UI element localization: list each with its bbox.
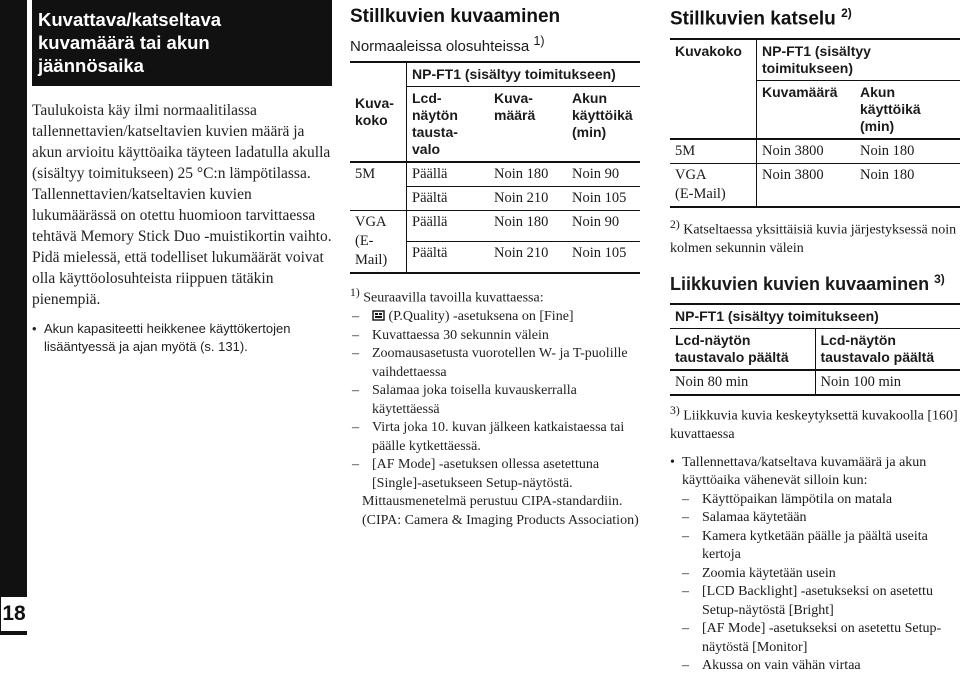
header-battery-life: Akun käyttöikä (min) <box>567 87 640 163</box>
note-item: • Akun kapasiteetti heikkenee käyttökertojen lisääntyessä ja ajan myötä (s. 131). <box>32 320 332 356</box>
size-label: VGA <box>675 167 706 183</box>
table-row <box>670 370 960 395</box>
footnote-1 <box>350 284 640 530</box>
table-row <box>350 211 640 242</box>
footnote-3 <box>670 402 960 444</box>
header-image-count: Kuvamäärä <box>757 81 856 140</box>
list-item: – Käyttöpaikan lämpötila on matala <box>680 491 960 510</box>
header-battery: NP-FT1 (sisältyy toimitukseen) <box>757 39 960 81</box>
still-viewing-table <box>670 38 960 208</box>
cell-time: Noin 105 <box>567 241 640 273</box>
cell-size: 5M <box>670 139 757 164</box>
cell-lcd: Päällä <box>407 162 490 187</box>
footnote-text: Katseltaessa yksittäisiä kuvia järjestyksessä noin kolmen sekunnin välein <box>670 223 956 256</box>
footnote-mark: 1) <box>350 286 360 299</box>
footnote-ref: 3) <box>934 272 945 286</box>
footnote-item: – [AF Mode] -asetuksen ollessa asetettuna [Single]-asetukseen Setup-näytöstä. <box>350 456 640 493</box>
cell-lcd: Päällä <box>407 211 490 242</box>
title-line: Kuvattava/katseltava <box>38 9 221 30</box>
header-battery: NP-FT1 (sisältyy toimitukseen) <box>407 62 641 87</box>
cell-count: Noin 180 <box>489 211 567 242</box>
table-row <box>670 164 960 208</box>
header-battery-life: Akun käyttöikä (min) <box>855 81 960 140</box>
list-item: – Kamera kytketään päälle ja päältä useita kertoja <box>680 528 960 565</box>
footnote-mark: 3) <box>670 404 680 417</box>
header-lcd-off: Lcd-näytön taustavalo päältä <box>815 328 960 370</box>
section-title-remaining <box>32 0 332 86</box>
list-item: – [AF Mode] -asetukseksi on asetettu Setup-näytöstä [Monitor] <box>680 620 960 657</box>
table-row <box>350 162 640 187</box>
footnote-head <box>350 284 640 308</box>
cell-time-on: Noin 80 min <box>670 370 815 395</box>
cell-lcd: Päältä <box>407 241 490 273</box>
cell-size: 5M <box>350 162 407 211</box>
size-sublabel: (E-Mail) <box>355 233 387 268</box>
reduction-list <box>670 454 960 491</box>
header-lcd-on: Lcd-näytön taustavalo päältä <box>670 328 815 370</box>
page-number: 18 <box>1 597 27 631</box>
cell-count: Noin 3800 <box>757 164 856 208</box>
subtitle-text: Normaaleissa olosuhteissa <box>350 38 529 55</box>
cell-lcd: Päältä <box>407 187 490 211</box>
footnote-item: – Virta joka 10. kuvan jälkeen katkaistaessa tai päälle kytkettäessä. <box>350 419 640 456</box>
section-title-movie <box>670 268 960 295</box>
cell-size <box>670 164 757 208</box>
memory-stick-name: Memory Stick Duo <box>81 228 201 245</box>
cell-time: Noin 105 <box>567 187 640 211</box>
footnote-item-text: (P.Quality) -asetuksena on [Fine] <box>389 309 574 324</box>
header-image-size: Kuva-koko <box>350 62 407 162</box>
subtitle-normal-conditions <box>350 34 640 55</box>
title-line: jäännösaika <box>38 55 144 76</box>
footnote-head-text: Seuraavilla tavoilla kuvattaessa: <box>363 291 543 306</box>
footnote-ref: 1) <box>533 34 544 48</box>
list-item: – Zoomia käytetään usein <box>680 565 960 584</box>
footnote-list <box>350 308 640 493</box>
cell-time-off: Noin 100 min <box>815 370 960 395</box>
image-quality-icon <box>372 309 385 322</box>
side-tab <box>0 0 27 635</box>
cell-count: Noin 210 <box>489 187 567 211</box>
footnote-item <box>350 308 640 327</box>
header-battery: NP-FT1 (sisältyy toimitukseen) <box>670 304 960 329</box>
list-head: • Tallennettava/katseltava kuvamäärä ja akun käyttöaika vähenevät silloin kun: <box>670 454 960 491</box>
cell-time: Noin 180 <box>855 139 960 164</box>
footnote-ref: 2) <box>841 6 852 20</box>
footnote-item: – Zoomausasetusta vuorotellen W- ja T-puolille vaihdettaessa <box>350 345 640 382</box>
intro-text-1: Taulukoista käy ilmi normaalitilassa tallennettavien/katseltavien kuvien määrä ja akun arvioitu käyttöaika täyteen ladatulla akulla (sisältyy toimitukseen) 25 °C:n lämpötilassa. Tallennettavien/katseltavien kuvien lukumäärässä on otettu huomioon tarvittaessa tehtävä <box>32 102 330 245</box>
cell-count: Noin 180 <box>489 162 567 187</box>
reduction-items <box>680 491 960 676</box>
cell-count: Noin 3800 <box>757 139 856 164</box>
header-image-count: Kuva-määrä <box>489 87 567 163</box>
note-list <box>32 320 332 356</box>
footnote-item: – Kuvattaessa 30 sekunnin välein <box>350 327 640 346</box>
title-text: Liikkuvien kuvien kuvaaminen <box>670 274 929 294</box>
size-label: VGA <box>355 214 386 230</box>
still-shooting-table <box>350 61 640 274</box>
column-still-viewing <box>670 6 960 676</box>
footnote-tail: Mittausmenetelmä perustuu CIPA-standardiin. (CIPA: Camera & Imaging Products Association) <box>350 493 640 530</box>
column-still-shooting <box>350 6 640 530</box>
footnote-2 <box>670 216 960 258</box>
header-lcd-backlight: Lcd-näytön tausta-valo <box>407 87 490 163</box>
footnote-mark: 2) <box>670 218 680 231</box>
list-item: – [LCD Backlight] -asetukseksi on asetettu Setup-näytöstä [Bright] <box>680 583 960 620</box>
cell-time: Noin 90 <box>567 162 640 187</box>
section-title-still-viewing <box>670 6 960 30</box>
list-item: – Akussa on vain vähän virtaa <box>680 657 960 676</box>
cell-count: Noin 210 <box>489 241 567 273</box>
table-row <box>670 139 960 164</box>
title-line: kuvamäärä tai akun <box>38 32 210 53</box>
size-sublabel: (E-Mail) <box>675 186 726 202</box>
title-text: Stillkuvien katselu <box>670 8 836 29</box>
intro-paragraph <box>32 100 332 310</box>
footnote-item: – Salamaa joka toisella kuvauskerralla käytettäessä <box>350 382 640 419</box>
movie-table <box>670 303 960 396</box>
intro-text-2: -muistikortin vaihto. Pidä mielessä, että todelliset lukumäärät voivat olla käyttöolosuhteista riippuen tätäkin pienempiä. <box>32 228 332 308</box>
cell-time: Noin 90 <box>567 211 640 242</box>
cell-size <box>350 211 407 274</box>
column-intro <box>32 0 332 356</box>
section-title-still-shooting: Stillkuvien kuvaaminen <box>350 6 640 28</box>
footnote-text: Liikkuvia kuvia keskeytyksettä kuvakoolla [160] kuvattaessa <box>670 409 958 442</box>
header-image-size: Kuvakoko <box>670 39 757 139</box>
cell-time: Noin 180 <box>855 164 960 208</box>
list-item: – Salamaa käytetään <box>680 509 960 528</box>
